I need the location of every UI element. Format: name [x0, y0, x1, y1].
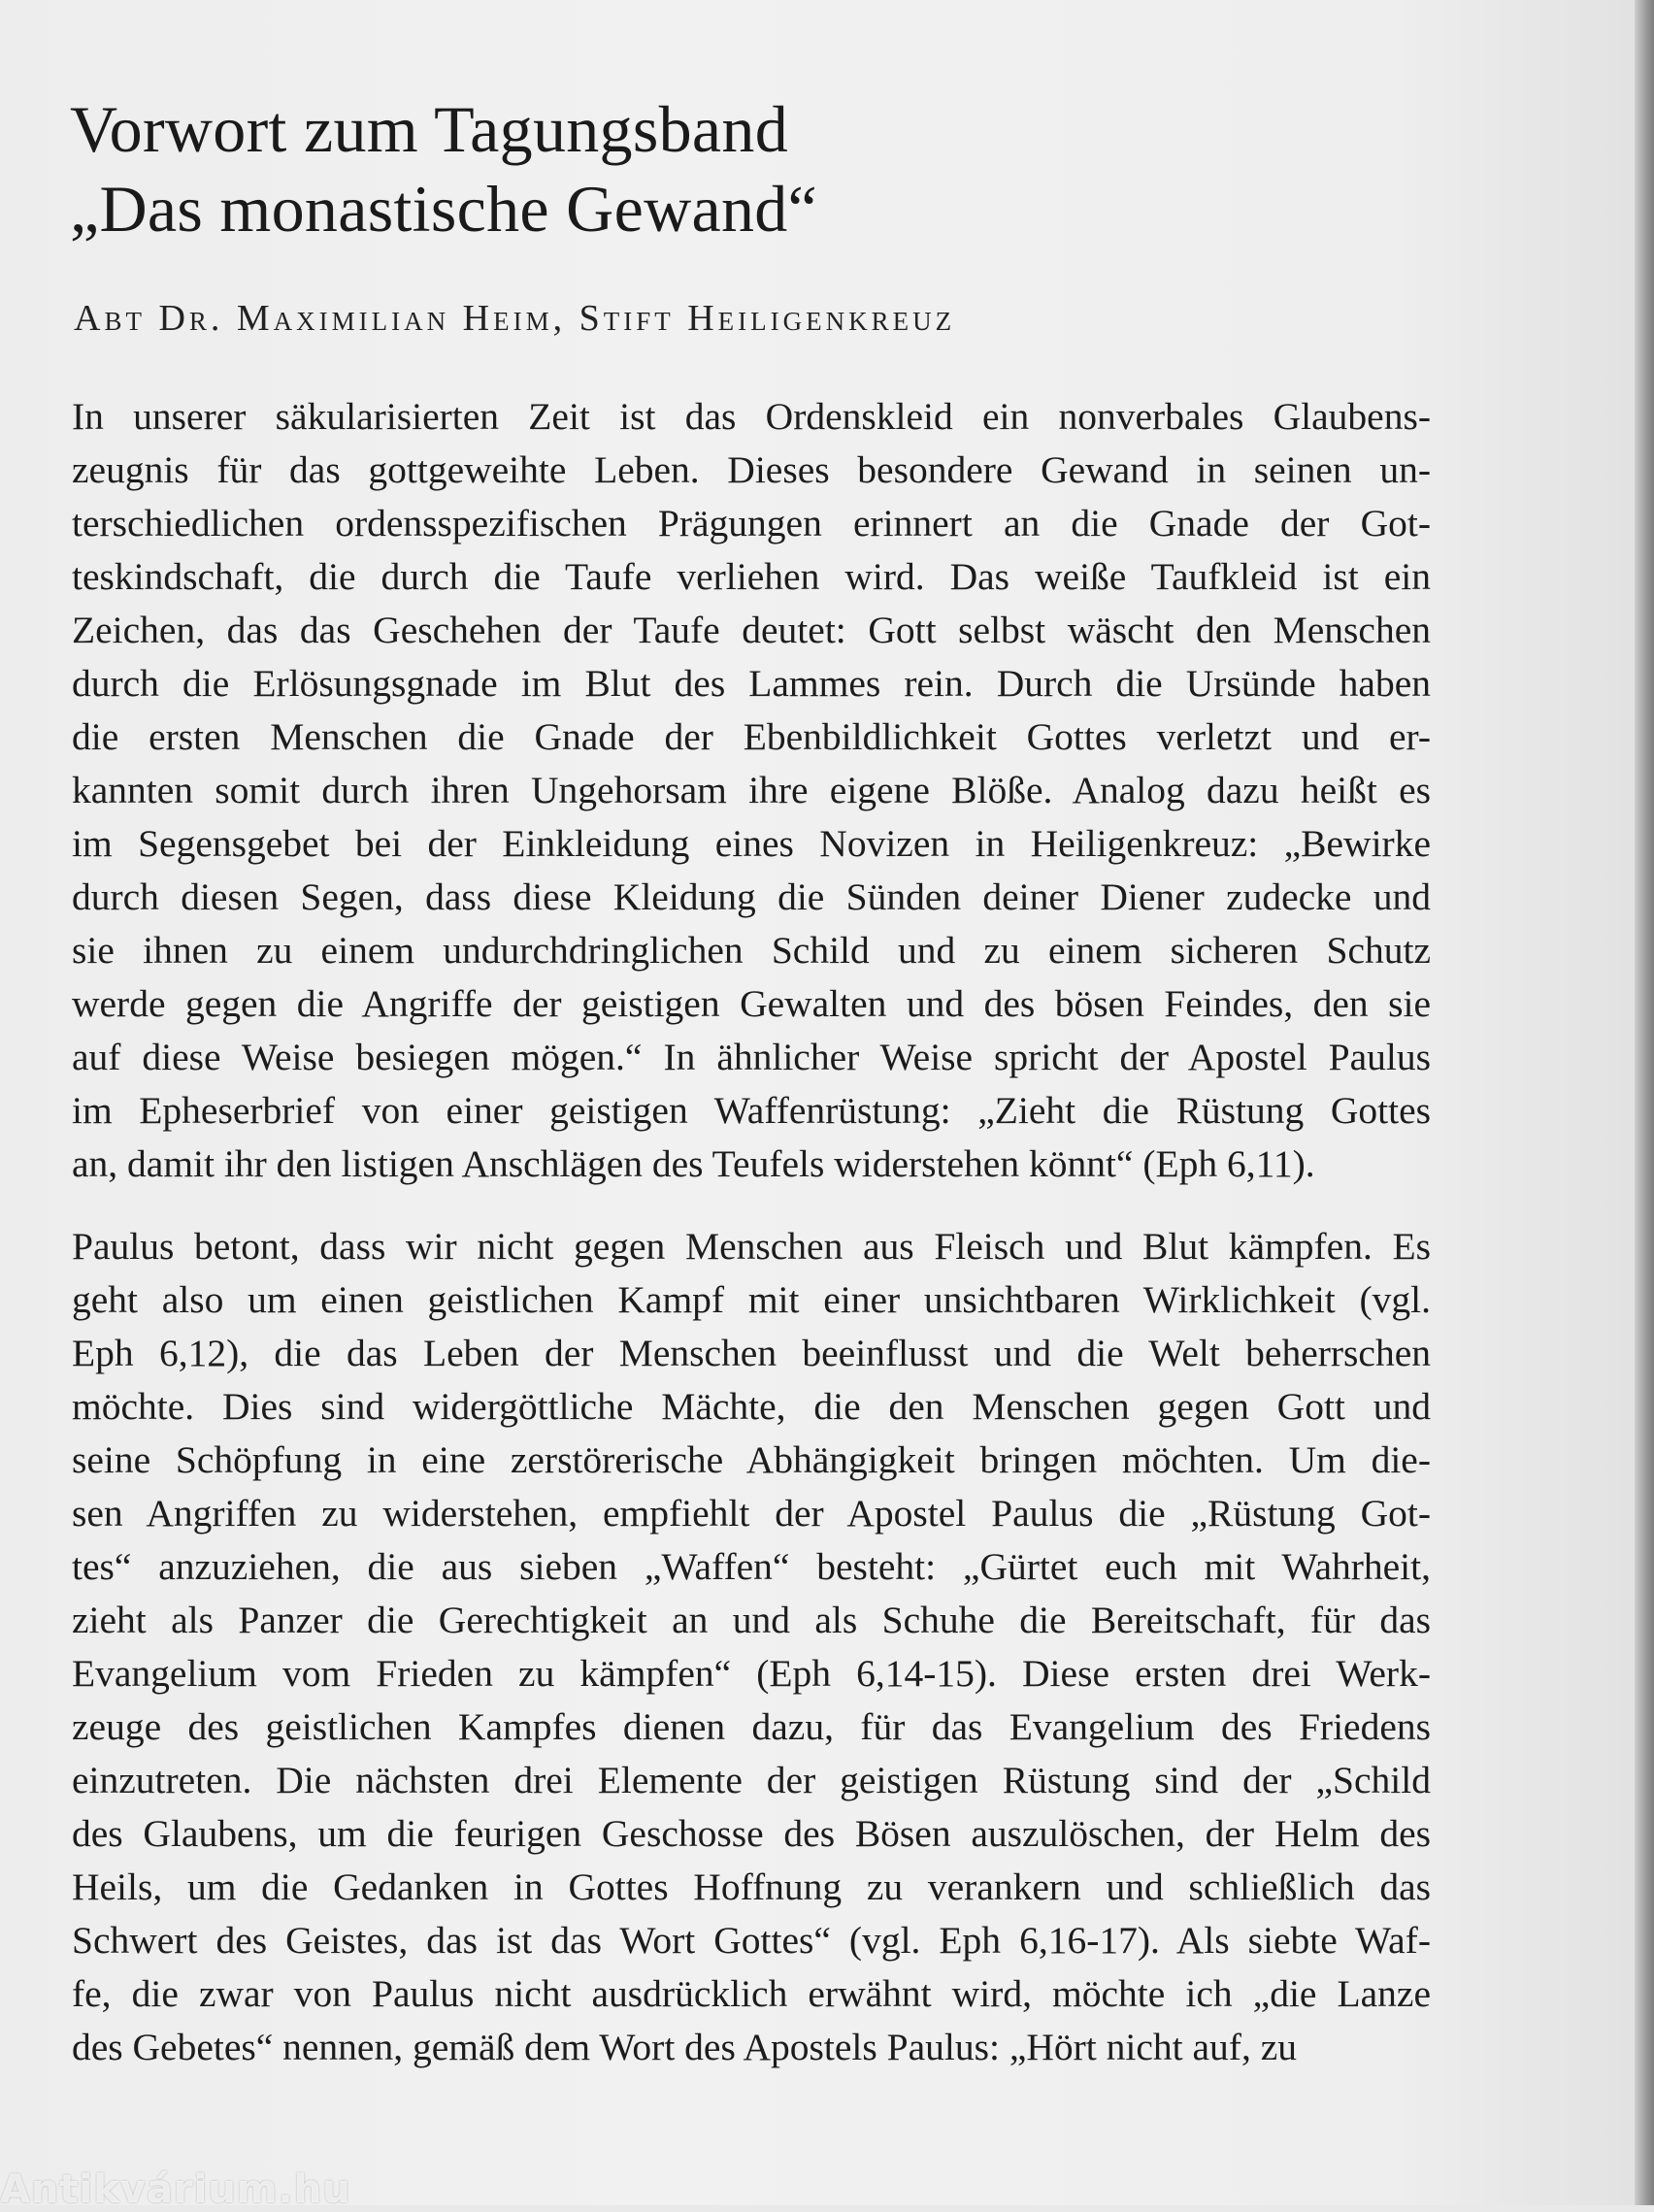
text-line: terschiedlichen ordensspezifischen Prägungen erinnert an die Gnade der Got-: [72, 502, 1431, 545]
text-line: Evangelium vom Frieden zu kämpfen“ (Eph 6,14-15). Diese ersten drei Werk-: [72, 1652, 1431, 1695]
text-line: Eph 6,12), die das Leben der Menschen beeinflusst und die Welt beherrschen: [72, 1332, 1431, 1374]
paragraph: [72, 390, 1431, 1191]
text-line: zeugnis für das gottgeweihte Leben. Dieses besondere Gewand in seinen un-: [72, 448, 1431, 491]
text-line: tes“ anzuziehen, die aus sieben „Waffen“ besteht: „Gürtet euch mit Wahrheit,: [72, 1545, 1431, 1588]
text-line: teskindschaft, die durch die Taufe verliehen wird. Das weiße Taufkleid ist ein: [72, 555, 1431, 598]
text-line: im Segensgebet bei der Einkleidung eines Novizen in Heiligenkreuz: „Bewirke: [72, 822, 1431, 865]
text-line: Zeichen, das das Geschehen der Taufe deutet: Gott selbst wäscht den Menschen: [72, 609, 1431, 651]
text-line: an, damit ihr den listigen Anschlägen des Teufels widerstehen könnt“ (Eph 6,11).: [72, 1142, 1315, 1185]
paragraph: [72, 1220, 1431, 2074]
title-line: Vorwort zum Tagungsband: [70, 92, 788, 166]
text-line: kannten somit durch ihren Ungehorsam ihre eigene Blöße. Analog dazu heißt es: [72, 769, 1431, 811]
text-line: In unserer säkularisierten Zeit ist das Ordenskleid ein nonverbales Glaubens-: [72, 395, 1431, 438]
text-line: Schwert des Geistes, das ist das Wort Gottes“ (vgl. Eph 6,16-17). Als siebte Waf-: [72, 1919, 1431, 1962]
text-line: des Gebetes“ nennen, gemäß dem Wort des Apostels Paulus: „Hört nicht auf, zu: [72, 2026, 1297, 2068]
title-line: „Das monastische Gewand“: [70, 172, 818, 246]
text-line: Heils, um die Gedanken in Gottes Hoffnung zu verankern und schließlich das: [72, 1865, 1431, 1908]
text-line: geht also um einen geistlichen Kampf mit einer unsichtbaren Wirklichkeit (vgl.: [72, 1278, 1431, 1321]
text-line: werde gegen die Angriffe der geistigen Gewalten und des bösen Feindes, den sie: [72, 982, 1431, 1025]
text-line: auf diese Weise besiegen mögen.“ In ähnlicher Weise spricht der Apostel Paulus: [72, 1036, 1431, 1078]
text-line: des Glaubens, um die feurigen Geschosse des Bösen auszulöschen, der Helm des: [72, 1812, 1431, 1855]
text-line: Paulus betont, dass wir nicht gegen Menschen aus Fleisch und Blut kämpfen. Es: [72, 1225, 1431, 1268]
page-title: [70, 89, 1332, 248]
watermark: Antikvárium.hu: [0, 2167, 351, 2212]
author-byline: Abt Dr. Maximilian Heim, Stift Heiligenkreuz: [74, 298, 956, 339]
text-line: fe, die zwar von Paulus nicht ausdrücklich erwähnt wird, möchte ich „die Lanze: [72, 1972, 1431, 2015]
text-line: einzutreten. Die nächsten drei Elemente der geistigen Rüstung sind der „Schild: [72, 1759, 1431, 1801]
text-line: durch diesen Segen, dass diese Kleidung die Sünden deiner Diener zudecke und: [72, 875, 1431, 918]
text-line: die ersten Menschen die Gnade der Ebenbildlichkeit Gottes verletzt und er-: [72, 715, 1431, 758]
text-line: möchte. Dies sind widergöttliche Mächte, die den Menschen gegen Gott und: [72, 1385, 1431, 1428]
text-line: seine Schöpfung in eine zerstörerische Abhängigkeit bringen möchten. Um die-: [72, 1438, 1431, 1481]
text-line: durch die Erlösungsgnade im Blut des Lammes rein. Durch die Ursünde haben: [72, 662, 1431, 705]
text-line: zieht als Panzer die Gerechtigkeit an und als Schuhe die Bereitschaft, für das: [72, 1599, 1431, 1641]
text-line: sen Angriffen zu widerstehen, empfiehlt der Apostel Paulus die „Rüstung Got-: [72, 1492, 1431, 1535]
page-edge-shadow: [1635, 0, 1654, 2205]
text-line: sie ihnen zu einem undurchdringlichen Schild und zu einem sicheren Schutz: [72, 929, 1431, 972]
text-line: im Epheserbrief von einer geistigen Waffenrüstung: „Zieht die Rüstung Gottes: [72, 1089, 1431, 1132]
text-line: zeuge des geistlichen Kampfes dienen dazu, für das Evangelium des Friedens: [72, 1705, 1431, 1748]
